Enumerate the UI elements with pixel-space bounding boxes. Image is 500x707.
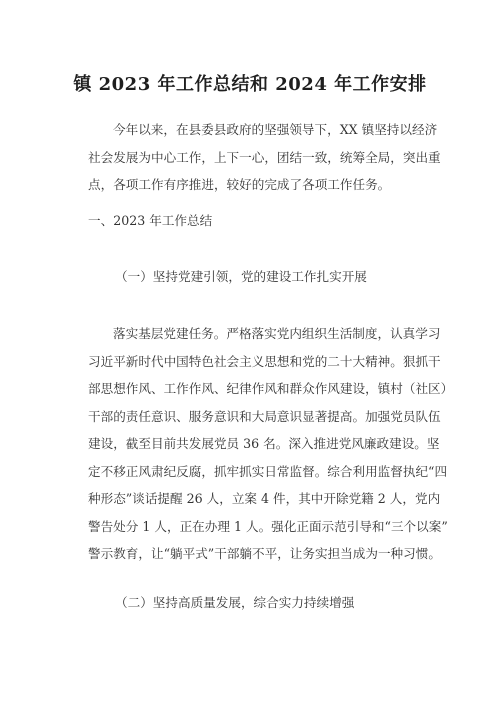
body-paragraph [88,320,454,568]
body-line: 习近平新时代中国特色社会主义思想和党的二十大精神。狠抓干 [88,353,441,369]
subsection-heading: （二）坚持高质量发展，综合实力持续增强 [115,595,355,610]
subsection-heading: （一）坚持党建引领，党的建设工作扎实开展 [115,269,367,284]
body-line: 部思想作风、工作作风、纪律作风和群众作风建设，镇村（社区） [88,381,454,396]
intro-line: 点，各项工作有序推进，较好的完成了各项工作任务。 [88,177,391,192]
body-line: 警示教育，让“躺平式”干部躺不平，让务实担当成为一种习惯。 [88,546,441,561]
section-heading: 一、2023 年工作总结 [88,213,213,228]
body-line: 干部的责任意识、服务意识和大局意识显著提高。加强党员队伍 [88,408,441,424]
intro-paragraph [88,116,441,199]
body-line: 警告处分 1 人，正在办理 1 人。强化正面示范引导和“三个以案” [88,518,448,534]
body-line: 落实基层党建任务。严格落实党内组织生活制度，认真学习 [113,326,441,341]
body-line: 建设，截至目前共发展党员 36 名。深入推进党风廉政建设。坚 [88,436,440,451]
document-title: 镇 2023 年工作总结和 2024 年工作安排 [73,74,427,95]
intro-line: 今年以来，在县委县政府的坚强领导下，XX 镇坚持以经济 [113,122,438,137]
intro-line: 社会发展为中心工作，上下一心，团结一致，统筹全局，突出重 [88,149,441,165]
body-line: 种形态”谈话提醒 26 人，立案 4 件，其中开除党籍 2 人，党内 [88,491,441,506]
body-line: 定不移正风肃纪反腐，抓牢抓实日常监督。综合利用监督执纪“四 [88,463,448,479]
